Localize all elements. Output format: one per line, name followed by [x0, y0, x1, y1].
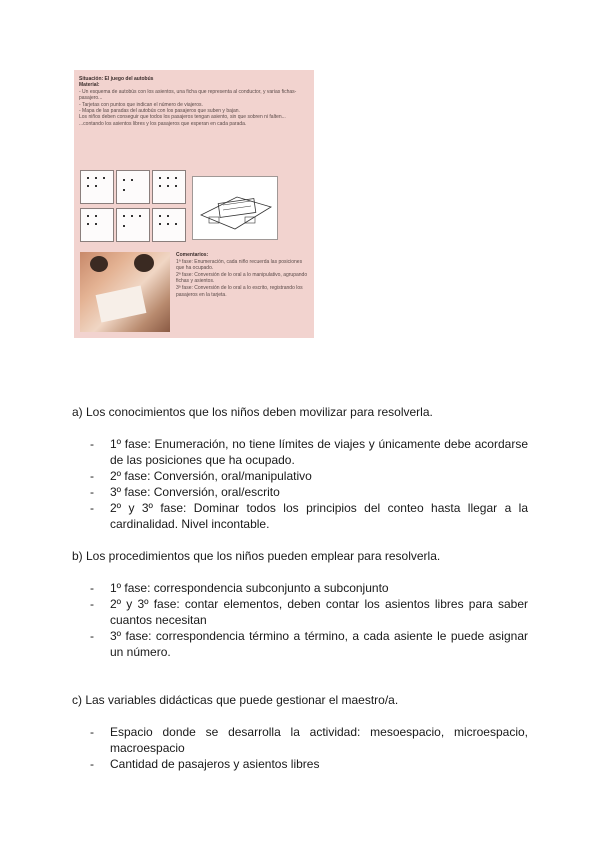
list-item: - 3º fase: correspondencia término a término, a cada asiente le puede asignar un número.	[90, 629, 528, 659]
scan-material-heading: Material:	[79, 82, 100, 89]
section-b-list	[72, 580, 528, 660]
dot-card	[80, 208, 114, 242]
dot-card	[152, 208, 186, 242]
section-c-list	[72, 724, 528, 772]
bus-sketch-illustration	[192, 176, 278, 240]
scan-comment: 1ª fase: Enumeración, cada niño recuerda las posiciones que ha ocupado.	[176, 258, 303, 272]
scan-line: - Un esquema de autobús con los asientos, una ficha que representa al conductor, y varias fichas-pasajero...	[79, 88, 297, 102]
scan-comment: 2ª fase: Conversión de lo oral a lo manipulativo, agrupando fichas y asientos.	[176, 271, 308, 285]
list-item: - 1º fase: correspondencia subconjunto a subconjunto	[90, 581, 389, 595]
list-item: - 2º fase: Conversión, oral/manipulativo	[90, 469, 312, 483]
section-b-heading: b) Los procedimientos que los niños pueden emplear para resolverla.	[72, 549, 441, 563]
dot-card	[80, 170, 114, 204]
list-item: - 2º y 3º fase: contar elementos, deben contar los asientos libres para saber cuantos necesitan	[90, 597, 528, 627]
dot-card	[116, 170, 150, 204]
dot-cards-illustration	[80, 170, 188, 242]
scan-line: - Tarjetas con puntos que indican el número de viajeros.	[79, 101, 203, 108]
scan-line: Los niños deben conseguir que todos los pasajeros tengan asiento, sin que sobren ni falten...	[79, 114, 286, 121]
scan-comment: 3ª fase: Conversión de lo oral a lo escrito, registrando los pasajeros en la tarjeta.	[176, 284, 303, 298]
list-item: - 2º y 3º fase: Dominar todos los principios del conteo hasta llegar a la cardinalidad. Nivel incontable.	[90, 501, 528, 531]
document-body	[72, 404, 528, 772]
scan-comments-block	[176, 252, 310, 298]
scan-title: Situación: El juego del autobús	[79, 76, 154, 82]
list-item: - Cantidad de pasajeros y asientos libres	[90, 757, 320, 771]
dot-card	[152, 170, 186, 204]
worksheet-scan-image	[74, 70, 314, 338]
list-item: - 1º fase: Enumeración, no tiene límites de viajes y únicamente debe acordarse de las posiciones que ha ocupado.	[90, 437, 528, 467]
bus-outline-icon	[193, 177, 277, 239]
scan-text-block	[79, 76, 309, 127]
section-c-heading: c) Las variables didácticas que puede gestionar el maestro/a.	[72, 693, 399, 707]
scan-comments-heading: Comentarios:	[176, 252, 209, 258]
scan-line: - Mapa de las paradas del autobús con los pasajeros que suben y bajan.	[79, 108, 240, 115]
section-a-heading: a) Los conocimientos que los niños deben movilizar para resolverla.	[72, 405, 433, 419]
section-a-list	[72, 436, 528, 532]
children-playing-photo	[80, 252, 170, 332]
list-item: - 3º fase: Conversión, oral/escrito	[90, 485, 280, 499]
scan-line: ...contando los asientos libres y los pasajeros que esperan en cada parada.	[79, 120, 247, 127]
list-item: - Espacio donde se desarrolla la actividad: mesoespacio, microespacio, macroespacio	[90, 725, 528, 755]
dot-card	[116, 208, 150, 242]
